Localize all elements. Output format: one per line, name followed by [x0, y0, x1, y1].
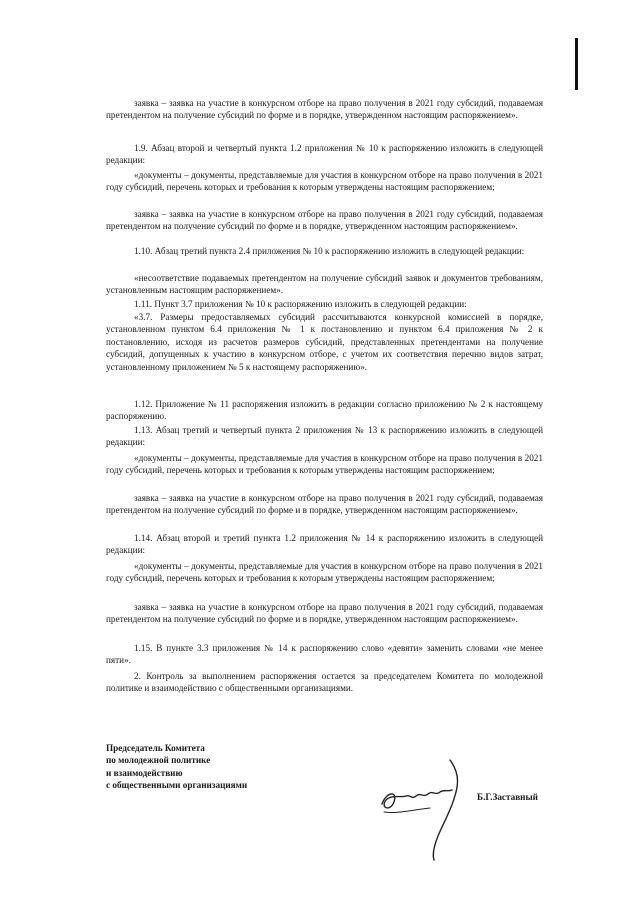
paragraph: «документы – документы, представляемые для участия в конкурсном отборе на право получения в 2021 году субсидий, перечень которых и требования к которым утверждены настоящим распоряжением;: [106, 170, 543, 193]
paragraph: 1.9. Абзац второй и четвертый пункта 1.2 приложения № 10 к распоряжению изложить в следующей редакции:: [106, 143, 543, 166]
signatory-title: [106, 742, 346, 792]
signatory-title-line: и взаимодействию: [106, 767, 183, 778]
paragraph: 1.15. В пункте 3.3 приложения № 14 к распоряжению слово «девяти» заменить словами «не менее пяти».: [106, 643, 543, 666]
signatory-title-line: Председатель Комитета: [106, 743, 205, 753]
paragraph: «3.7. Размеры предоставляемых субсидий рассчитываются конкурсной комиссией в порядке, установленном пунктом 6.4 приложения № 1 к постановлению и пунктом 6.4 приложения № 2 к постановлению, исходя из расчетов размеров субсидий, представленных претендентами на получение субсидий, допущенных к участию в конкурсном отборе, с учетом их соответствия перечню видов затрат, установленному приложением № 5 к настоящему распоряжению».: [106, 312, 543, 372]
paragraph: «несоответствие подаваемых претендентом на получение субсидий заявок и документов требованиям, установленным настоящим распоряжением».: [106, 273, 543, 296]
paragraph: «документы – документы, представляемые для участия в конкурсном отборе на право получения в 2021 году субсидий, перечень которых и требования к которым утверждены настоящим распоряжением;: [106, 561, 543, 584]
paragraph: заявка – заявка на участие в конкурсном отборе на право получения в 2021 году субсидий, подаваемая претендентом на получение субсидий по форме и в порядке, утвержденном настоящим распоряжением».: [106, 602, 543, 625]
paragraph: 1.13. Абзац третий и четвертый пункта 2 приложения № 13 к распоряжению изложить в следующей редакции:: [106, 425, 543, 448]
margin-mark: [575, 38, 578, 90]
paragraph: «документы – документы, представляемые для участия в конкурсном отборе на право получения в 2021 году субсидий, перечень которых и требования к которым утверждены настоящим распоряжением;: [106, 453, 543, 476]
paragraph: 2. Контроль за выполнением распоряжения остается за председателем Комитета по молодежной политике и взаимодействию с общественными организациями.: [106, 671, 543, 694]
signatory-title-line: с общественными организациями: [106, 780, 248, 791]
paragraph: заявка – заявка на участие в конкурсном отборе на право получения в 2021 году субсидий, подаваемая претендентом на получение субсидий по форме и в порядке, утвержденном настоящим распоряжением».: [106, 209, 543, 232]
paragraph: 1.14. Абзац второй и третий пункта 1.2 приложения № 14 к распоряжению изложить в следующей редакции:: [106, 533, 543, 556]
paragraph: заявка – заявка на участие в конкурсном отборе на право получения в 2021 году субсидий, подаваемая претендентом на получение субсидий по форме и в порядке, утвержденном настоящим распоряжением».: [106, 493, 543, 516]
paragraph: заявка – заявка на участие в конкурсном отборе на право получения в 2021 году субсидий, подаваемая претендентом на получение субсидий по форме и в порядке, утвержденном настоящим распоряжением».: [106, 98, 543, 121]
handwritten-signature: [372, 752, 472, 862]
paragraph: 1.12. Приложение № 11 распоряжения изложить в редакции согласно приложению № 2 к настоящему распоряжению.: [106, 399, 543, 422]
signatory-title-line: по молодежной политике: [106, 755, 211, 766]
signatory-name: Б.Г.Заставный: [477, 792, 538, 802]
paragraph: 1.11. Пункт 3.7 приложения № 10 к распоряжению изложить в следующей редакции:: [134, 299, 467, 309]
paragraph: 1.10. Абзац третий пункта 2.4 приложения № 10 к распоряжению изложить в следующей редакции:: [134, 246, 525, 256]
